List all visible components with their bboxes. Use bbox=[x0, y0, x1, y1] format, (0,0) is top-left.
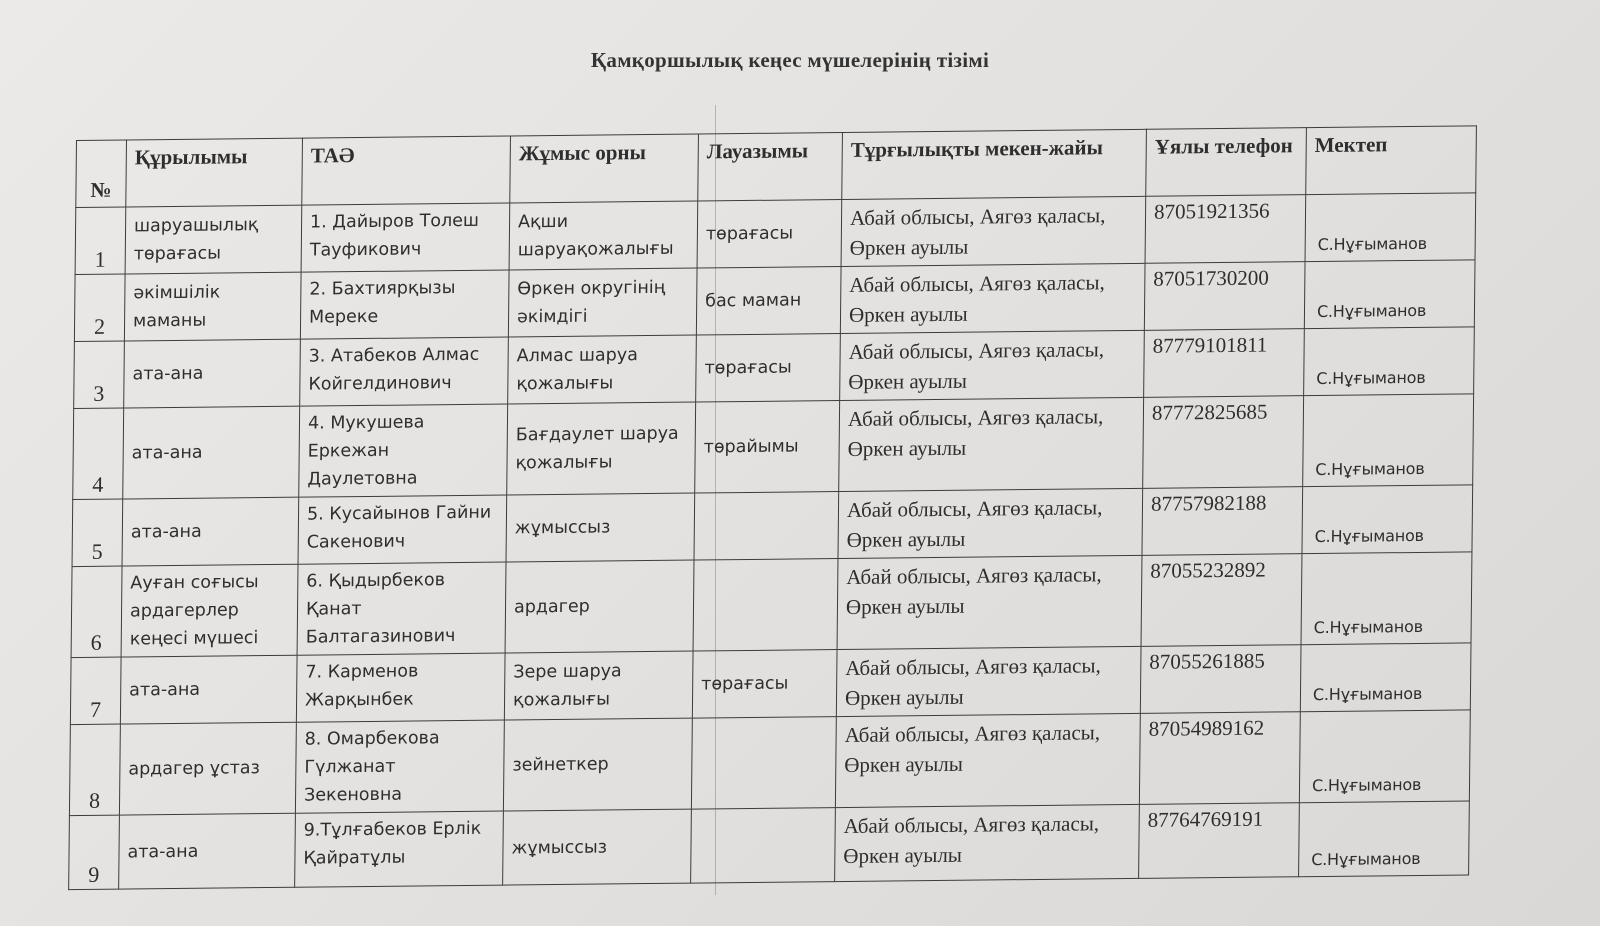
document-title: Қамқоршылық кеңес мүшелерінің тізімі bbox=[590, 48, 990, 72]
member-phone: 87054989162 bbox=[1139, 712, 1300, 805]
row-number: 9 bbox=[69, 815, 120, 890]
member-position: төрағасы bbox=[692, 650, 837, 719]
member-position bbox=[691, 808, 836, 884]
member-address: Абай облысы, Аягөз қаласы, Өркен ауылы bbox=[836, 646, 1141, 716]
table-row bbox=[71, 552, 1472, 658]
member-address: Абай облысы, Аягөз қаласы, Өркен ауылы bbox=[840, 330, 1145, 400]
member-role: шаруашылық төрағасы bbox=[125, 205, 302, 274]
member-school: С.Нұғыманов bbox=[1301, 552, 1472, 645]
member-workplace: Бағдаулет шаруа қожалығы bbox=[507, 402, 696, 495]
header-name: ТАӘ bbox=[302, 136, 511, 205]
member-name: 1. Дайыров Толеш Тауфикович bbox=[301, 203, 510, 272]
member-school: С.Нұғыманов bbox=[1303, 394, 1474, 487]
member-workplace: жұмыссыз bbox=[506, 493, 695, 562]
member-position bbox=[691, 717, 836, 810]
header-school: Мектеп bbox=[1306, 126, 1477, 195]
member-address: Абай облысы, Аягөз қаласы, Өркен ауылы bbox=[841, 196, 1146, 266]
table-row bbox=[69, 801, 1470, 890]
member-role: ардагер ұстаз bbox=[119, 722, 296, 815]
member-school: С.Нұғыманов bbox=[1300, 643, 1471, 712]
header-position: Лауазымы bbox=[698, 132, 843, 201]
member-school: С.Нұғыманов bbox=[1305, 193, 1476, 262]
member-address: Абай облысы, Аягөз қаласы, Өркен ауылы bbox=[835, 804, 1140, 881]
member-role: әкімшілік маманы bbox=[124, 272, 301, 341]
member-school: С.Нұғыманов bbox=[1302, 485, 1473, 554]
member-phone: 87051921356 bbox=[1145, 195, 1306, 264]
row-number: 7 bbox=[70, 657, 121, 725]
header-role: Құрылымы bbox=[126, 138, 303, 207]
header-work: Жұмыс орны bbox=[510, 134, 699, 203]
row-number: 3 bbox=[74, 341, 125, 409]
row-number: 4 bbox=[73, 408, 124, 500]
member-address: Абай облысы, Аягөз қаласы, Өркен ауылы bbox=[840, 263, 1145, 333]
member-phone: 87055261885 bbox=[1140, 645, 1301, 714]
member-role: ата-ана bbox=[123, 406, 300, 499]
member-name: 4. Мукушева Еркежан Даулетовна bbox=[299, 404, 508, 497]
member-role: ата-ана bbox=[124, 339, 301, 408]
member-position: төрағасы bbox=[697, 199, 842, 268]
member-address: Абай облысы, Аягөз қаласы, Өркен ауылы bbox=[835, 713, 1140, 807]
member-position: төрағасы bbox=[696, 334, 841, 403]
header-phone: Ұялы телефон bbox=[1146, 128, 1307, 197]
member-workplace: Өркен округінің әкімдігі bbox=[508, 268, 697, 337]
member-address: Абай облысы, Аягөз қаласы, Өркен ауылы bbox=[839, 397, 1144, 491]
header-num: № bbox=[76, 140, 127, 208]
table-row bbox=[73, 394, 1474, 500]
row-number: 6 bbox=[71, 566, 122, 658]
member-name: 8. Омарбекова Гүлжанат Зекеновна bbox=[295, 720, 504, 813]
member-position bbox=[694, 492, 839, 561]
member-phone: 87051730200 bbox=[1144, 262, 1305, 331]
member-school: С.Нұғыманов bbox=[1304, 260, 1475, 329]
member-workplace: Алмас шаруа қожалығы bbox=[508, 335, 697, 404]
member-name: 2. Бахтиярқызы Мереке bbox=[300, 270, 509, 339]
member-workplace: жұмыссыз bbox=[503, 809, 692, 885]
member-phone: 87772825685 bbox=[1143, 396, 1304, 489]
member-name: 5. Кусайынов Гайни Сакенович bbox=[298, 495, 507, 564]
header-address: Тұрғылықты мекен-жайы bbox=[842, 129, 1147, 199]
member-workplace: Ақши шаруақожалығы bbox=[509, 201, 698, 270]
member-workplace: Зере шаруа қожалығы bbox=[504, 651, 693, 720]
member-phone: 87764769191 bbox=[1139, 803, 1300, 879]
member-name: 9.Тұлғабеков Ерлік Қайратұлы bbox=[295, 811, 504, 887]
member-phone: 87055232892 bbox=[1141, 554, 1302, 647]
row-number: 8 bbox=[69, 724, 120, 816]
row-number: 2 bbox=[74, 274, 125, 342]
member-role: Ауған соғысы ардагерлер кеңесі мүшесі bbox=[121, 564, 298, 657]
member-address: Абай облысы, Аягөз қаласы, Өркен ауылы bbox=[837, 555, 1142, 649]
member-address: Абай облысы, Аягөз қаласы, Өркен ауылы bbox=[838, 488, 1143, 558]
member-workplace: ардагер bbox=[505, 560, 694, 653]
row-number: 1 bbox=[75, 207, 126, 275]
member-position bbox=[693, 559, 838, 652]
member-school: С.Нұғыманов bbox=[1299, 710, 1470, 803]
member-school: С.Нұғыманов bbox=[1299, 801, 1470, 877]
member-position: бас маман bbox=[696, 266, 841, 335]
member-phone: 87779101811 bbox=[1144, 329, 1305, 398]
member-name: 7. Карменов Жарқынбек bbox=[296, 653, 505, 722]
row-number: 5 bbox=[72, 499, 123, 567]
members-table-wrapper bbox=[68, 125, 1477, 890]
member-role: ата-ана bbox=[119, 813, 296, 889]
member-name: 3. Атабеков Алмас Койгелдинович bbox=[300, 337, 509, 406]
member-workplace: зейнеткер bbox=[503, 718, 692, 811]
member-name: 6. Қыдырбеков Қанат Балтагазинович bbox=[297, 562, 506, 655]
member-position: төрайымы bbox=[695, 401, 840, 494]
member-school: С.Нұғыманов bbox=[1304, 327, 1475, 396]
member-phone: 87757982188 bbox=[1142, 487, 1303, 556]
table-row bbox=[69, 710, 1470, 816]
members-table bbox=[68, 125, 1477, 890]
member-role: ата-ана bbox=[120, 655, 297, 724]
member-role: ата-ана bbox=[122, 497, 299, 566]
